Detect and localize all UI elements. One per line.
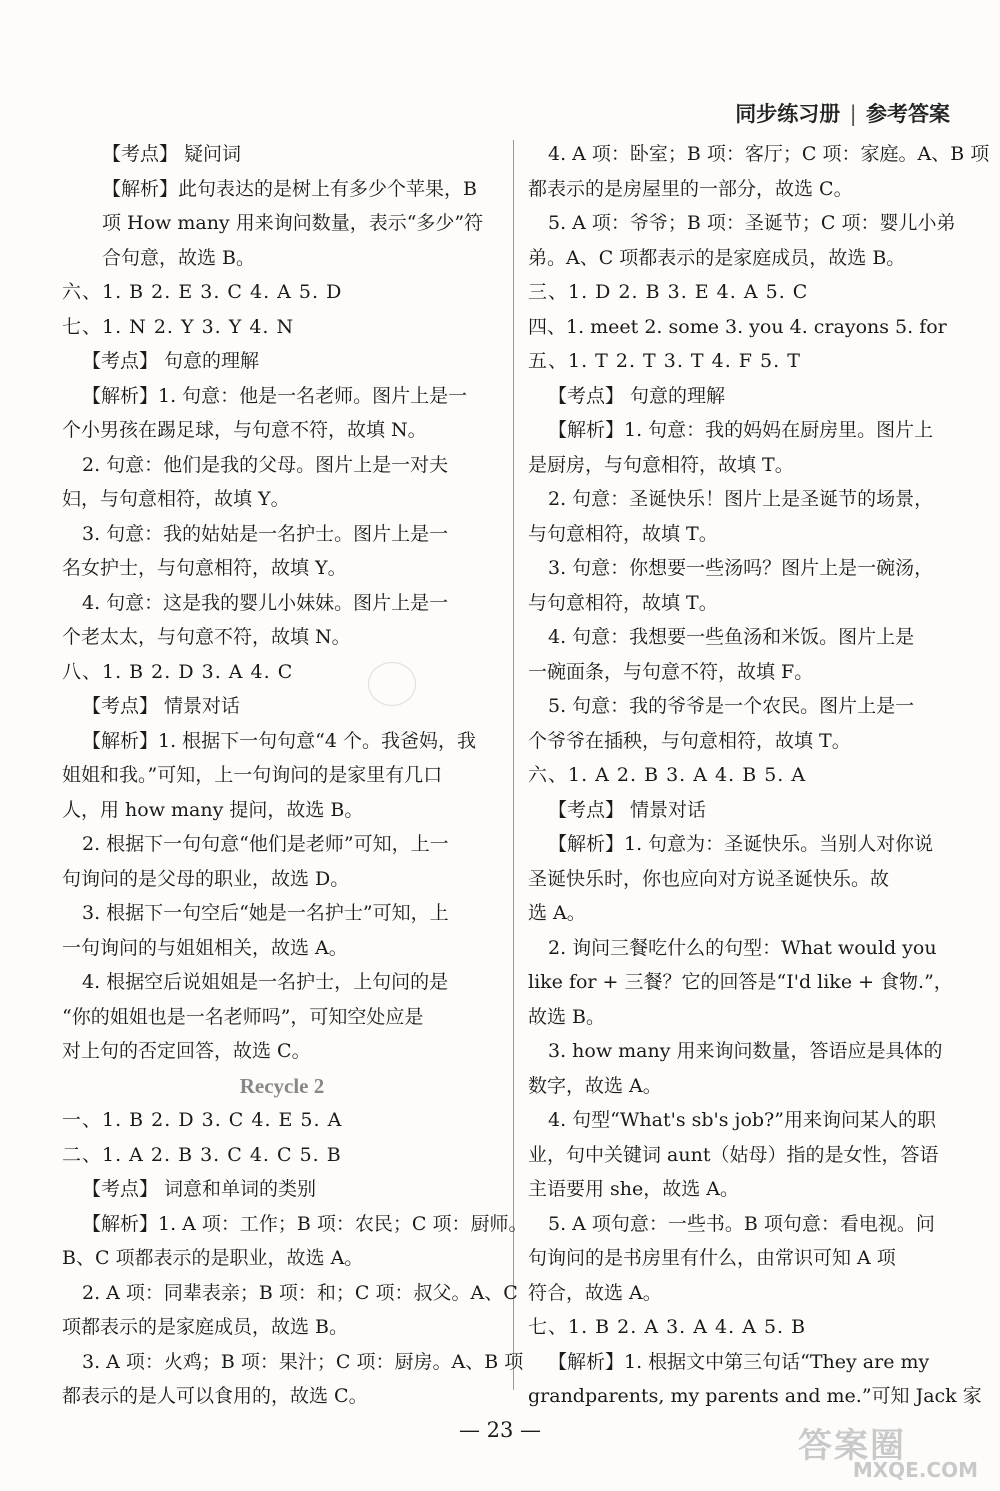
text-line: 与句意相符，故填 T。	[528, 522, 718, 545]
text-line: 3. 句意：我的姑姑是一名护士。图片上是一	[82, 522, 449, 545]
answer-line: 六、1. A 2. B 3. A 4. B 5. A	[528, 764, 807, 786]
text-line: 【解析】1. 根据下一句句意“4 个。我爸妈，我	[82, 729, 477, 752]
text-line: 【解析】1. 句意：我的妈妈在厨房里。图片上	[548, 419, 934, 441]
text-line: 2. A 项：同辈表亲；B 项：和；C 项：叔父。A、C	[82, 1281, 518, 1304]
text-line: 与句意相符，故填 T。	[528, 591, 718, 614]
header-separator: |	[849, 102, 857, 126]
text-line: 选 A。	[528, 902, 586, 924]
answer-line: 四、1. meet 2. some 3. you 4. crayons 5. for	[528, 315, 947, 338]
answer-line: 七、1. B 2. A 3. A 4. A 5. B	[528, 1316, 807, 1338]
answer-line: 五、1. T 2. T 3. T 4. F 5. T	[528, 350, 801, 372]
watermark-logo	[798, 1418, 978, 1482]
answer-line: 二、1. A 2. B 3. C 4. C 5. B	[62, 1143, 342, 1166]
text-line: 都表示的是人可以食用的，故选 C。	[62, 1385, 368, 1407]
text-line: 圣诞快乐时，你也应向对方说圣诞快乐。故	[528, 867, 890, 890]
text-line: 4. 句型“What's sb's job?”用来询问某人的职	[548, 1109, 936, 1131]
text-line: 项都表示的是家庭成员，故选 B。	[62, 1316, 349, 1338]
text-line: 4. 句意：这是我的婴儿小妹妹。图片上是一	[82, 591, 449, 614]
text-line: B、C 项都表示的是职业，故选 A。	[62, 1247, 364, 1269]
text-line: 2. 询问三餐吃什么的句型：What would you	[548, 936, 937, 959]
text-line: 【解析】1. A 项：工作；B 项：农民；C 项：厨师。	[82, 1212, 528, 1235]
text-line: 【解析】1. 句意：他是一名老师。图片上是一	[82, 384, 468, 407]
text-line: 弟。A、C 项都表示的是家庭成员，故选 B。	[528, 246, 906, 269]
running-header	[735, 98, 950, 128]
text-line: 【考点】 句意的理解	[82, 350, 260, 372]
right-column	[528, 137, 990, 1414]
text-line: 3. A 项：火鸡；B 项：果汁；C 项：厨房。A、B 项	[82, 1350, 524, 1373]
text-line: 4. 根据空后说姐姐是一名护士，上句问的是	[82, 971, 449, 993]
text-line: 2. 句意：圣诞快乐！图片上是圣诞节的场景，	[548, 488, 934, 510]
text-line: 符合，故选 A。	[528, 1281, 662, 1304]
text-line: 【考点】 词意和单词的类别	[82, 1178, 317, 1200]
text-line: 一碗面条，与句意不符，故填 F。	[528, 660, 814, 683]
text-line: 主语要用 she，故选 A。	[528, 1178, 740, 1200]
text-line: 故选 B。	[528, 1005, 606, 1028]
text-line: 个爷爷在插秧，与句意相符，故填 T。	[528, 729, 851, 752]
text-line: 【考点】 疑问词	[102, 143, 242, 165]
text-line: 2. 句意：他们是我的父母。图片上是一对夫	[82, 453, 449, 476]
answer-line: 八、1. B 2. D 3. A 4. C	[62, 660, 294, 683]
text-line: 是厨房，与句意相符，故填 T。	[528, 453, 794, 476]
text-line: 【考点】 情景对话	[548, 798, 707, 821]
text-line: 业，句中关键词 aunt（姑母）指的是女性，答语	[528, 1143, 939, 1166]
stamp-mark	[368, 662, 416, 706]
text-line: 4. A 项：卧室；B 项：客厅；C 项：家庭。A、B 项	[548, 143, 990, 165]
text-line: 一句询问的与姐姐相关，故选 A。	[62, 936, 348, 959]
text-line: like for + 三餐？它的回答是“I'd like + 食物.”，	[528, 971, 953, 993]
answer-line: 六、1. B 2. E 3. C 4. A 5. D	[62, 281, 343, 303]
text-line: 3. how many 用来询问数量，答语应是具体的	[548, 1040, 943, 1062]
text-line: 3. 根据下一句空后“她是一名护士”可知，上	[82, 902, 449, 924]
text-line: 【考点】 句意的理解	[548, 384, 726, 407]
text-line: 对上句的否定回答，故选 C。	[62, 1040, 311, 1062]
section-title: 参考答案	[866, 102, 950, 126]
text-line: 项 How many 用来询问数量，表示“多少”符	[102, 212, 484, 234]
answer-line: 三、1. D 2. B 3. E 4. A 5. C	[528, 281, 809, 303]
text-line: 2. 根据下一句句意“他们是老师”可知，上一	[82, 833, 449, 855]
left-column	[62, 137, 528, 1414]
text-line: 4. 句意：我想要一些鱼汤和米饭。图片上是	[548, 626, 915, 648]
text-line: 个老太太，与句意不符，故填 N。	[62, 626, 351, 648]
text-line: 句询问的是父母的职业，故选 D。	[62, 867, 350, 890]
text-line: 名女护士，与句意相符，故填 Y。	[62, 557, 347, 579]
text-line: 妇，与句意相符，故填 Y。	[62, 488, 290, 510]
answer-line: 一、1. B 2. D 3. C 4. E 5. A	[62, 1109, 343, 1131]
text-line: 都表示的是房屋里的一部分，故选 C。	[528, 177, 853, 200]
text-line: 【解析】1. 句意为：圣诞快乐。当别人对你说	[548, 833, 934, 855]
text-line: grandparents, my parents and me.”可知 Jack 家	[528, 1385, 982, 1407]
section-heading: Recycle 2	[239, 1073, 325, 1098]
text-line: 人，用 how many 提问，故选 B。	[62, 798, 364, 821]
text-line: 5. A 项：爷爷；B 项：圣诞节；C 项：婴儿小弟	[548, 212, 956, 234]
column-divider	[513, 140, 514, 1390]
text-line: 【解析】此句表达的是树上有多少个苹果，B	[102, 177, 477, 200]
answer-line: 七、1. N 2. Y 3. Y 4. N	[62, 315, 295, 338]
text-line: 合句意，故选 B。	[102, 246, 256, 269]
text-line: 数字，故选 A。	[528, 1074, 662, 1097]
page-number: — 23 —	[458, 1418, 542, 1442]
text-line: 句询问的是书房里有什么，由常识可知 A 项	[528, 1247, 896, 1269]
text-line: “你的姐姐也是一名老师吗”，可知空处应是	[62, 1005, 424, 1028]
text-line: 个小男孩在踢足球，与句意不符，故填 N。	[62, 419, 427, 441]
book-title: 同步练习册	[735, 102, 841, 126]
text-line: 5. A 项句意：一些书。B 项句意：看电视。问	[548, 1212, 935, 1235]
text-line: 5. 句意：我的爷爷是一个农民。图片上是一	[548, 695, 915, 717]
watermark-url: MXQE.COM	[852, 1458, 978, 1482]
text-line: 【解析】1. 根据文中第三句话“They are my	[548, 1350, 930, 1373]
text-line: 【考点】 情景对话	[82, 695, 241, 717]
text-line: 3. 句意：你想要一些汤吗？图片上是一碗汤，	[548, 557, 934, 579]
watermark-text: 答案圈	[798, 1426, 906, 1466]
text-line: 姐姐和我。”可知，上一句询问的是家里有几口	[62, 764, 443, 786]
